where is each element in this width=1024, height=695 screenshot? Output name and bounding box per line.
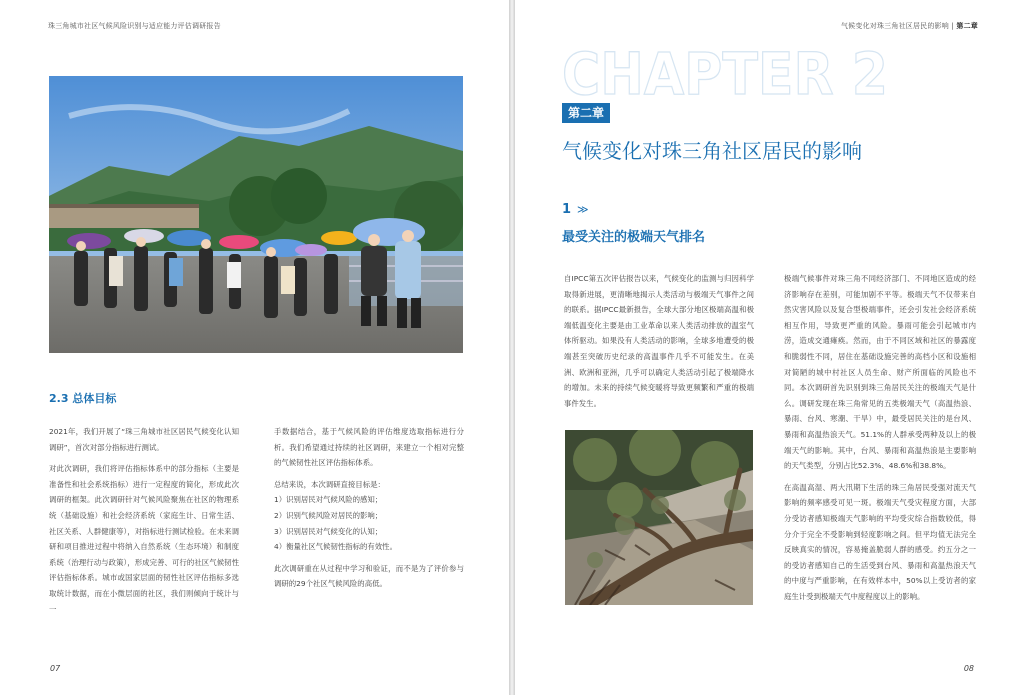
paragraph: 自IPCC第五次评估报告以来，气候变化的监测与归因科学取得新进展，更清晰地揭示人类活动与极端天气事件之间的联系。据IPCC最新报告，全球大部分地区极端高温和极端低温变化主要是由工业革命以来人类活动排放的温室气体所驱动。如果没有人类活动的影响，全球多地遭受的极端甚至突破历史纪录的高温事件几乎不可能发生。在美洲、欧洲和亚洲，几乎可以确定人类活动引起了极端降水的增加。未来的持续气候变暖将导致更频繁和严重的极端事件发生。 [564, 274, 754, 408]
right-column-1 [564, 271, 754, 417]
section-number [562, 202, 589, 217]
goal-item: 2）识别气候风险对居民的影响； [274, 510, 383, 520]
right-page-number: 08 [963, 664, 974, 673]
right-running-head [841, 21, 978, 31]
paragraph: 手数据结合，基于气候风险的评估维度选取指标进行分析。我们希望通过持续的社区调研，来建立一个相对完整的气候韧性社区评估指标体系。 [274, 427, 464, 468]
goal-item: 3）识别居民对气候变化的认知； [274, 526, 383, 536]
double-chevron-icon: ≫ [577, 203, 589, 216]
right-column-2 [784, 271, 976, 610]
fallen-tree-photo [565, 430, 753, 605]
left-page-number: 07 [50, 664, 61, 673]
chapter-title: 气候变化对珠三角社区居民的影响 [562, 139, 862, 163]
chapter-outline-text: CHAPTER 2 [562, 44, 888, 100]
chapter-badge: 第二章 [562, 103, 610, 123]
paragraph: 在高温高湿、两大汛期下生活的珠三角居民受强对流天气影响的频率感受可见一斑。极端天气受灾程度方面，大部分受访者感知极端天气影响的平均受灾综合指数较低，得分介于完全不受影响到轻度影响之间。但平均值无法完全反映真实的情况，容易掩盖脆弱人群的感受。约五分之一的受访者感知自己的生活受到台风、暴雨和高温热浪天气的中度与严重影响，在有效样本中，50%以上受访者的家庭生计受到极端天气中度程度以上的影响。 [784, 482, 976, 601]
left-running-head: 珠三角城市社区气候风险识别与适应能力评估调研报告 [48, 22, 221, 30]
running-head-separator: | [948, 22, 957, 30]
section-number-value: 1 [562, 202, 572, 217]
running-head-text: 气候变化对珠三角社区居民的影响 [840, 22, 949, 30]
crowd-umbrellas-photo [49, 76, 463, 353]
chapter-outline-heading [562, 44, 892, 100]
section-title-extreme-weather: 最受关注的极端天气排名 [562, 230, 706, 245]
paragraph: 对此次调研，我们将评估指标体系中的部分指标（主要是准备性和社会系统指标）进行一定程度的简化，形成此次调研的框架。此次调研针对气候风险聚焦在社区的物理系统（基础设施）和社会经济系统（家庭生计、日常生活、社区关系、人群健康等），对指标进行测试检验。在未来调研和项目推进过程中将纳入自然系统（生态环境）和制度系统（治理行动与政策），形成完善、可行的社区气候韧性评估指标体系。城市或国家层面的韧性社区评估指标多选取统计数据，而在小微层面的社区，我们则倾向于统计与一 [49, 464, 239, 614]
left-column-1 [49, 424, 239, 623]
left-column-2 [274, 424, 464, 598]
paragraph: 此次调研重在从过程中学习和验证，而不是为了评价参与调研的29个社区气候风险的高低。 [274, 563, 464, 589]
goals-lead: 总结来说，本次调研直接目标是： [274, 479, 385, 489]
goal-item: 1）识别居民对气候风险的感知； [274, 495, 383, 505]
paragraph: 2021年，我们开展了“珠三角城市社区居民气候变化认知调研”，首次对部分指标进行测试。 [49, 427, 239, 452]
paragraph: 极端气候事件对珠三角不同经济部门、不同地区造成的经济影响存在差别，可能加剧不平等。极端天气不仅带来自然灾害风险以及复合型极端事件，还会引发社会经济系统相互作用，导致更严重的风险。暴雨可能会引起城市内涝，造成交通瘫痪。然而，由于不同区域和社区的暴露度和脆弱性不同，居住在基础设施完善的高档小区和设施相对简陋的城中村社区人员生命、财产所面临的风险也不同。本次调研首先识别到珠三角居民关注的极端天气是什么。调研发现在珠三角常见的五类极端天气（高温热浪、暴雨、台风、寒潮、干旱）中，最受居民关注的是台风、暴雨和高温热浪天气。51.1%的人群承受两种及以上的极端天气的影响。其中，台风、暴雨和高温热浪是主要影响的天气类型，分别占比52.3%、48.6%和38.8%。 [784, 274, 976, 471]
section-title-overall-goals: 2.3 总体目标 [49, 392, 117, 405]
goal-item: 4）衡量社区气候韧性指标的有效性。 [274, 542, 397, 552]
left-page [0, 0, 509, 695]
running-head-chapter: 第二章 [956, 22, 978, 30]
